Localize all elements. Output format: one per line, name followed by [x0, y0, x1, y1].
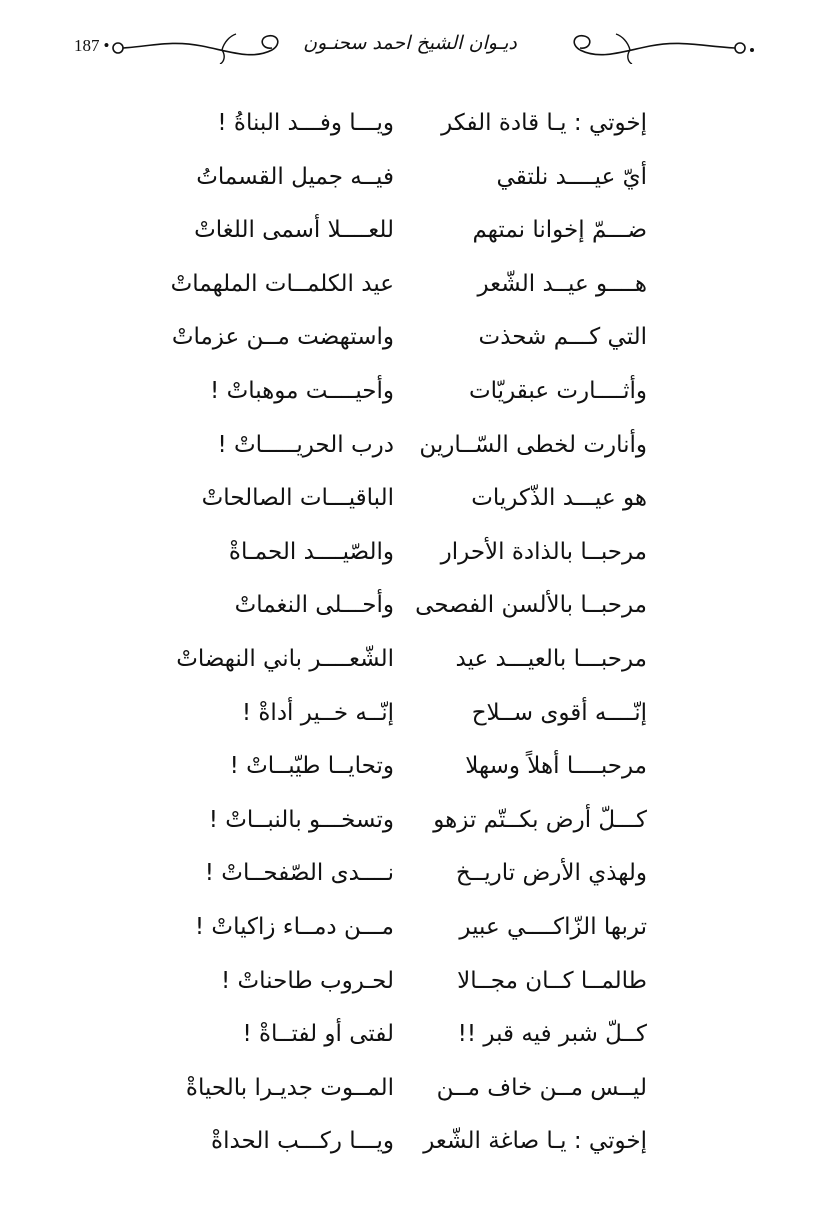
verse-second-hemistich: وأحـــلى النغماتْ [234, 592, 394, 619]
verse-line [0, 318, 822, 372]
page-number: 187 [74, 36, 100, 55]
verse-line [0, 747, 822, 801]
verse-line [0, 586, 822, 640]
verse-line [0, 426, 822, 480]
verse-line [0, 1122, 822, 1176]
verse-first-hemistich: تربها الزّاكــــي عبير [459, 913, 647, 940]
verse-first-hemistich: التي كـــم شحذت [478, 324, 647, 351]
verse-line [0, 640, 822, 694]
verse-second-hemistich: وأحيــــت موهباتْ ! [210, 377, 394, 404]
verse-line [0, 1069, 822, 1123]
verse-first-hemistich: مرحبــا بالذادة الأحرار [440, 538, 647, 565]
verse-second-hemistich: واستهضت مــن عزماتْ [171, 324, 394, 351]
verse-second-hemistich: ويـــا ركـــب الحداةْ [211, 1128, 394, 1155]
verse-first-hemistich: كـــلّ أرض بكــتّم تزهو [433, 806, 647, 833]
verse-first-hemistich: مرحبـــا بالعيـــد عيد [455, 645, 647, 672]
verse-first-hemistich: وأثــــارت عبقريّات [469, 377, 647, 404]
poem [0, 104, 822, 1176]
verse-first-hemistich: طالمــا كــان مجــالا [457, 967, 647, 994]
verse-second-hemistich: لحـروب طاحناتْ ! [220, 967, 394, 994]
verse-second-hemistich: عيد الكلمــات الملهماتْ [170, 270, 394, 297]
verse-line [0, 372, 822, 426]
page-number-dot: • [103, 36, 110, 55]
page-header [60, 22, 760, 72]
verse-line [0, 854, 822, 908]
book-title: ديـوان الشيخ احمد سحنـون [303, 32, 517, 54]
verse-first-hemistich: هو عيـــد الذّكريات [471, 485, 647, 512]
verse-second-hemistich: الباقيـــات الصالحاتْ [201, 485, 394, 512]
verse-first-hemistich: إخوتي : يـا صاغة الشّعر [423, 1128, 647, 1155]
verse-second-hemistich: ويـــا وفـــد البناةُ ! [217, 110, 394, 136]
verse-first-hemistich: وأنارت لخطى السّــارين [419, 431, 647, 458]
verse-second-hemistich: وتحايــا طيّبــاتْ ! [229, 753, 394, 780]
verse-first-hemistich: مرحبــا بالألسن الفصحى [415, 592, 647, 619]
verse-first-hemistich: إخوتي : يـا قادة الفكر [441, 110, 647, 136]
verse-line [0, 962, 822, 1016]
verse-line [0, 694, 822, 748]
verse-second-hemistich: للعــــلا أسمى اللغاتْ [194, 217, 394, 244]
verse-second-hemistich: درب الحريـــــاتْ ! [217, 431, 394, 458]
verse-line [0, 1015, 822, 1069]
verse-line [0, 479, 822, 533]
verse-first-hemistich: ضـــمّ إخوانا نمتهم [472, 217, 647, 244]
verse-first-hemistich: ولهذي الأرض تاريــخ [455, 860, 647, 887]
verse-second-hemistich: والصّيــــد الحمـاةْ [228, 538, 394, 565]
verse-line [0, 533, 822, 587]
verse-line [0, 801, 822, 855]
verse-first-hemistich: إنّــــه أقوى ســلاح [471, 699, 647, 726]
verse-line [0, 211, 822, 265]
verse-line [0, 158, 822, 212]
verse-second-hemistich: فيــه جميل القسماتُ [196, 163, 394, 190]
verse-first-hemistich: ليــس مــن خاف مــن [436, 1074, 647, 1101]
verse-first-hemistich: مرحبــــا أهلاً وسهلا [465, 753, 647, 780]
verse-line [0, 104, 822, 158]
verse-first-hemistich: كــلّ شبر فيه قبر !! [457, 1021, 647, 1048]
verse-first-hemistich: أيّ عيــــد نلتقي [496, 163, 647, 190]
verse-second-hemistich: الشّعــــر باني النهضاتْ [176, 645, 394, 672]
verse-line [0, 265, 822, 319]
verse-second-hemistich: نــــدى الصّفحــاتْ ! [204, 860, 394, 887]
flourish-ornament-right-icon [570, 30, 755, 64]
verse-second-hemistich: لفتى أو لفتــاةْ ! [242, 1021, 394, 1048]
verse-second-hemistich: إنّــه خــير أداةْ ! [241, 699, 394, 726]
verse-first-hemistich: هــــو عيــد الشّعر [477, 270, 647, 297]
verse-second-hemistich: المــوت جديـرا بالحياةْ [185, 1074, 394, 1101]
verse-line [0, 908, 822, 962]
verse-second-hemistich: مـــن دمــاء زاكياتْ ! [194, 913, 394, 940]
verse-second-hemistich: وتسخـــو بالنبــاتْ ! [208, 806, 394, 833]
